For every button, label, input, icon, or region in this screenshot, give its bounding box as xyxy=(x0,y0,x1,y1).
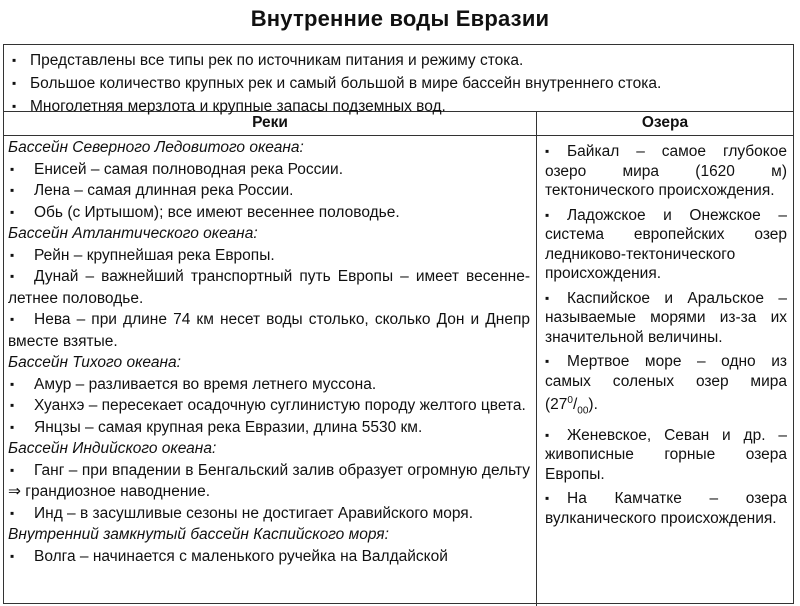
bullet-icon: ▪ xyxy=(10,312,15,326)
lakes-header: Озера xyxy=(641,114,689,131)
salinity-sup: 0 xyxy=(567,395,573,406)
page-title: Внутренние воды Евразии xyxy=(250,6,550,31)
intro-item: ▪ Большое количество крупных рек и самый большой в мире бассейн внутреннего стока. xyxy=(12,72,793,95)
basin-heading: Бассейн Индийского океана: xyxy=(8,440,217,457)
river-item: ▪ Дунай – важнейший транспортный путь Европы – имеет весенне-летнее половодье. xyxy=(8,268,530,307)
bullet-icon: ▪ xyxy=(10,462,15,477)
basin-heading: Внутренний замкнутый бассейн Каспийского моря: xyxy=(8,526,389,543)
rivers-header: Реки xyxy=(4,112,537,135)
river-item: ▪ Лена – самая длинная река России. xyxy=(8,180,530,202)
bullet-icon: ▪ xyxy=(10,419,15,434)
river-item: ▪ Рейн – крупнейшая река Европы. xyxy=(8,245,530,267)
bullet-icon: ▪ xyxy=(545,207,550,222)
river-item: ▪ Волга – начинается с маленького ручейка на Валдайской xyxy=(8,546,530,568)
bullet-icon: ▪ xyxy=(545,491,550,506)
river-item: ▪ Обь (с Иртышом); все имеют весеннее половодье. xyxy=(8,202,530,224)
bullet-icon: ▪ xyxy=(12,76,17,90)
basin-heading: Бассейн Тихого океана: xyxy=(8,354,181,371)
intro-item: ▪ Представлены все типы рек по источникам питания и режиму стока. xyxy=(12,49,793,72)
bullet-icon: ▪ xyxy=(545,144,550,158)
content-table xyxy=(3,44,794,604)
lake-item: ▪ Женевское, Севан и др. – живописные горные озера Европы. xyxy=(545,426,787,483)
bullet-icon: ▪ xyxy=(545,427,550,442)
river-item: ▪ Янцзы – самая крупная река Евразии, длина 5530 км. xyxy=(8,417,530,439)
rivers-column xyxy=(4,136,537,606)
lake-item: ▪ Ладожское и Онежское – система европейских озер ледниково-тектонического происхождения. xyxy=(545,206,787,282)
lake-item: ▪ Мертвое море – одно из самых соленых озер мира $(27^0/_{00})$. xyxy=(545,353,787,417)
basin-heading: Бассейн Атлантического океана: xyxy=(8,225,258,242)
river-item: ▪ Нева – при длине 74 км несет воды столько, сколько Дон и Днепр вместе взятые. xyxy=(8,311,530,350)
river-item: ▪ Инд – в засушливые сезоны не достигает Аравийского моря. xyxy=(8,503,530,525)
bullet-icon: ▪ xyxy=(10,247,15,262)
bullet-icon: ▪ xyxy=(10,548,15,563)
table-header xyxy=(4,112,793,136)
salinity-sub: 00 xyxy=(577,405,589,417)
river-item: ▪ Ганг – при впадении в Бенгальский залив образует огромную дельту ⇒ грандиозное наводнение. xyxy=(8,461,530,500)
bullet-icon: ▪ xyxy=(10,183,15,197)
bullet-icon: ▪ xyxy=(10,398,15,412)
bullet-icon: ▪ xyxy=(545,290,550,305)
bullet-icon: ▪ xyxy=(10,269,15,283)
intro-list xyxy=(4,45,793,115)
intro-item: ▪ Многолетняя мерзлота и крупные запасы подземных вод. xyxy=(12,95,793,118)
bullet-icon: ▪ xyxy=(10,376,15,391)
bullet-icon: ▪ xyxy=(10,161,15,176)
bullet-icon: ▪ xyxy=(12,53,17,67)
lake-item: ▪ Каспийское и Аральское – называемые морями из-за их значительной величины. xyxy=(545,289,787,346)
lakes-column xyxy=(537,136,793,606)
river-item: ▪ Амур – разливается во время летнего муссона. xyxy=(8,374,530,396)
bullet-icon: ▪ xyxy=(545,354,550,368)
lake-item: ▪ Байкал – самое глубокое озеро мира (1620 м) тектонического происхождения. xyxy=(545,143,787,199)
river-item: ▪ Енисей – самая полноводная река России. xyxy=(8,159,530,181)
lake-item: ▪ На Камчатке – озера вулканического происхождения. xyxy=(545,490,787,527)
river-item: ▪ Хуанхэ – пересекает осадочную суглинистую породу желтого цвета. xyxy=(8,395,530,417)
bullet-icon: ▪ xyxy=(10,505,15,520)
bullet-icon: ▪ xyxy=(12,99,17,113)
table-body xyxy=(4,136,793,606)
bullet-icon: ▪ xyxy=(10,204,15,219)
basin-heading: Бассейн Северного Ледовитого океана: xyxy=(8,139,304,156)
